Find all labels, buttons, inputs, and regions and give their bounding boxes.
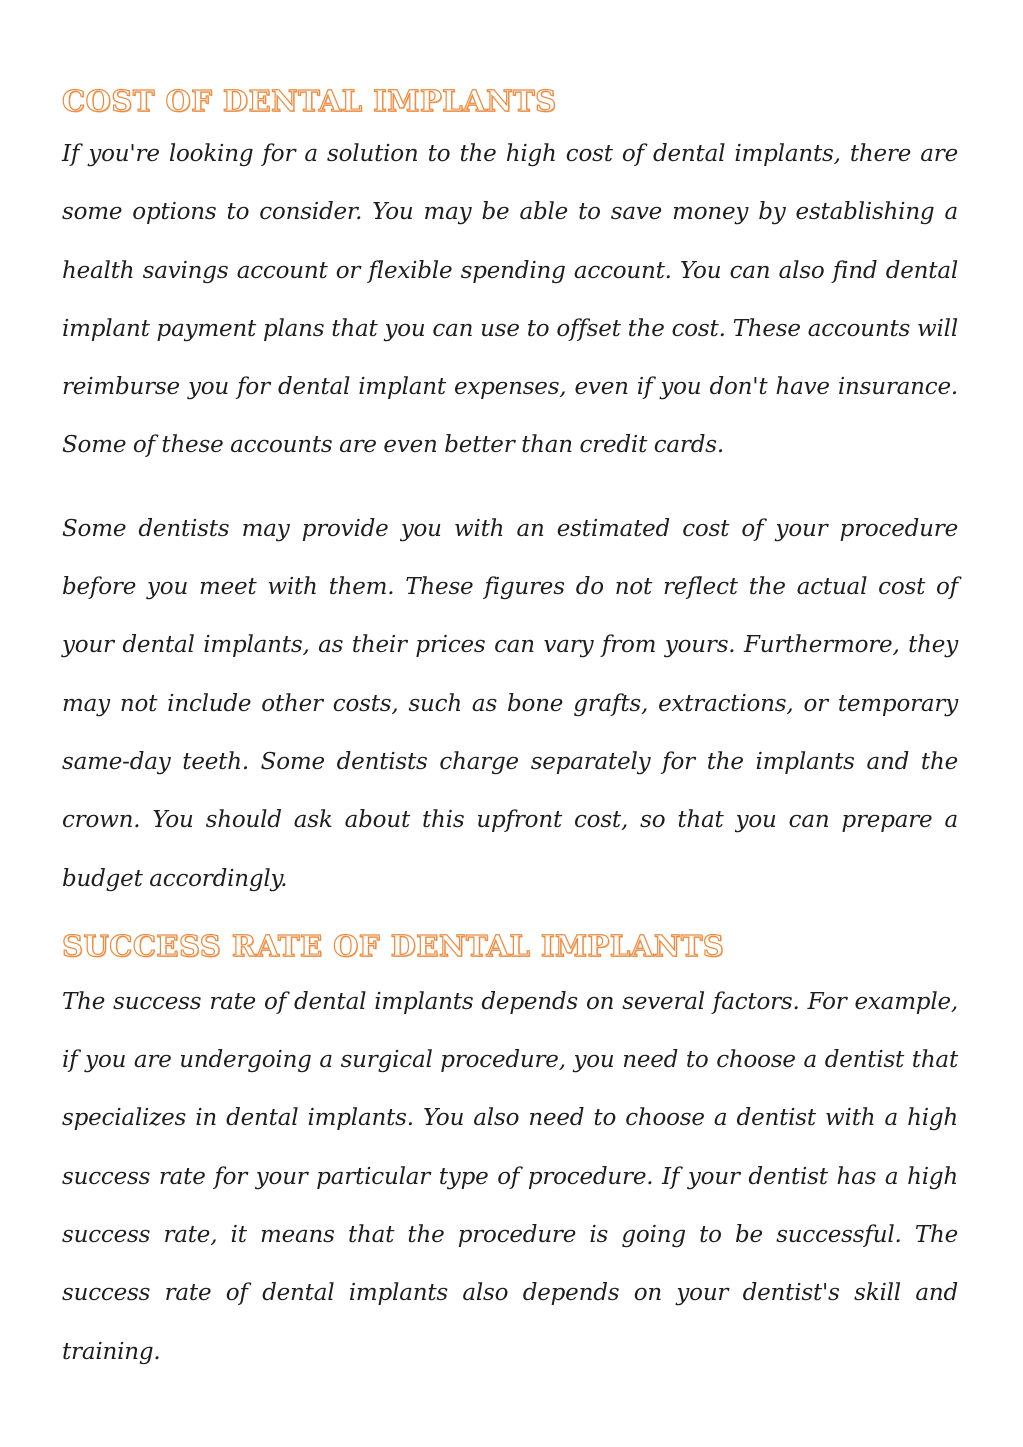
paragraph: The success rate of dental implants depends on several factors. For example, if you are undergoing a surgical procedure, you need to choose a dentist that specializes in dental implants. You also need to choose a dentist with a high success rate for your particular type of procedure. If your dentist has a high success rate, it means that the procedure is going to be successful. The success rate of dental implants also depends on your dentist's skill and training.	[62, 988, 958, 1365]
paragraph: If you're looking for a solution to the high cost of dental implants, there are some options to consider. You may be able to save money by establishing a health savings account or flexible spending account. You can also find dental implant payment plans that you can use to offset the cost. These accounts will reimburse you for dental implant expenses, even if you don't have insurance. Some of these accounts are even better than credit cards.	[62, 141, 958, 459]
cost-section	[62, 78, 958, 908]
section-heading: SUCCESS RATE OF DENTAL IMPLANTS	[62, 928, 725, 963]
paragraph: Some dentists may provide you with an estimated cost of your procedure before you meet with them. These figures do not reflect the actual cost of your dental implants, as their prices can vary from yours. Furthermore, they may not include other costs, such as bone grafts, extractions, or temporary same-day teeth. Some dentists charge separately for the implants and the crown. You should ask about this upfront cost, so that you can prepare a budget accordingly.	[62, 515, 958, 892]
success-rate-section	[62, 923, 958, 1381]
section-heading: COST OF DENTAL IMPLANTS	[62, 84, 557, 118]
document-page	[62, 72, 958, 1381]
